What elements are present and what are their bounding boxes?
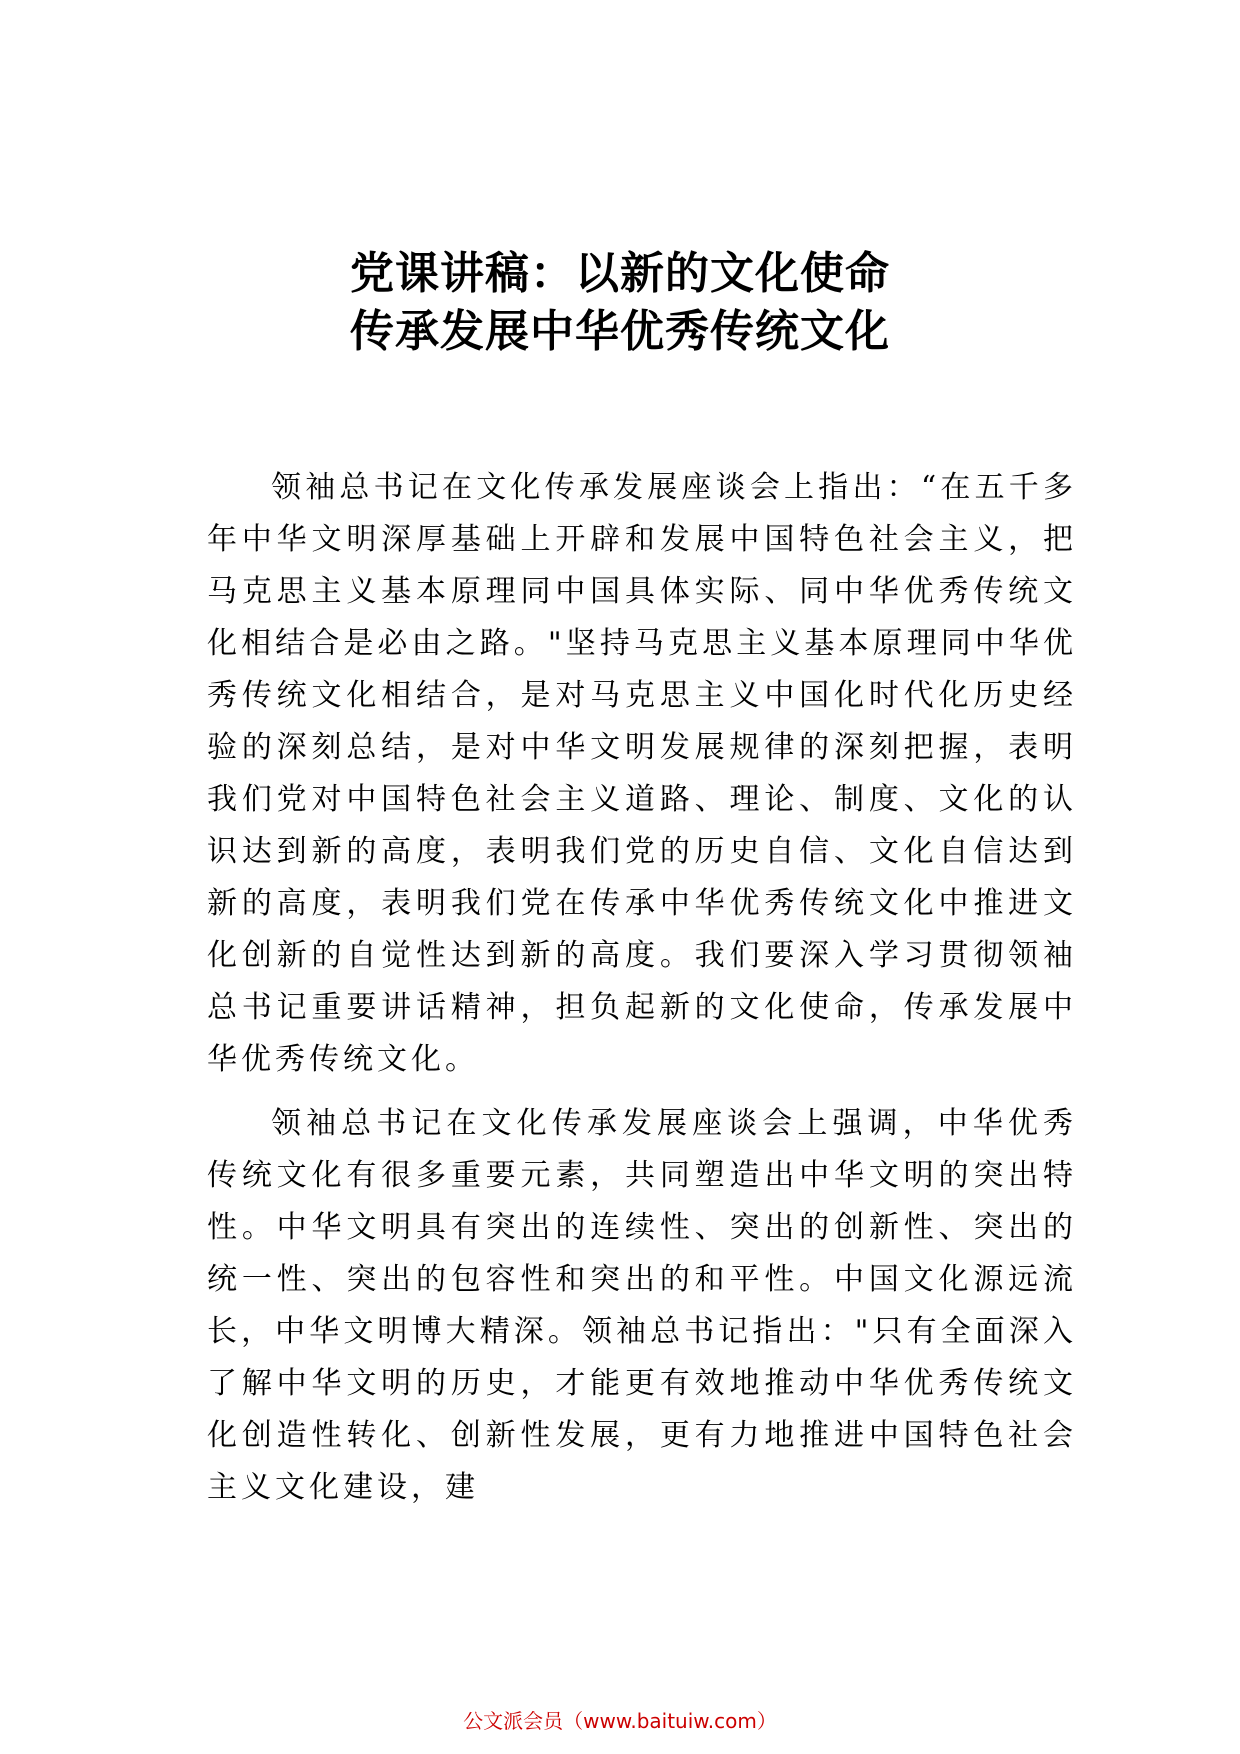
body-paragraph-1: 领袖总书记在文化传承发展座谈会上指出：“在五千多年中华文明深厚基础上开辟和发展中国特色社会主义，把马克思主义基本原理同中国具体实际、同中华优秀传统文化相结合是必由之路。"坚持马克思主义基本原理同中华优秀传统文化相结合，是对马克思主义中国化时代化历史经验的深刻总结，是对中华文明发展规律的深刻把握，表明我们党对中国特色社会主义道路、理论、制度、文化的认识达到新的高度，表明我们党的历史自信、文化自信达到新的高度，表明我们党在传承中华优秀传统文化中推进文化创新的自觉性达到新的高度。我们要深入学习贯彻领袖总书记重要讲话精神，担负起新的文化使命，传承发展中华优秀传统文化。 xyxy=(207,470,1077,1077)
body-paragraph-2: 领袖总书记在文化传承发展座谈会上强调，中华优秀传统文化有很多重要元素，共同塑造出中华文明的突出特性。中华文明具有突出的连续性、突出的创新性、突出的统一性、突出的包容性和突出的和平性。中国文化源远流长，中华文明博大精深。领袖总书记指出："只有全面深入了解中华文明的历史，才能更有效地推动中华优秀传统文化创造性转化、创新性发展，更有力地推进中国特色社会主义文化建设，建 xyxy=(207,1106,1077,1505)
title-line-2: 传承发展中华优秀传统文化 xyxy=(350,306,890,357)
document-title xyxy=(0,245,1240,361)
footer-watermark: 公文派会员（www.baituiw.com） xyxy=(463,1709,777,1733)
title-line-1: 党课讲稿：以新的文化使命 xyxy=(350,248,890,299)
